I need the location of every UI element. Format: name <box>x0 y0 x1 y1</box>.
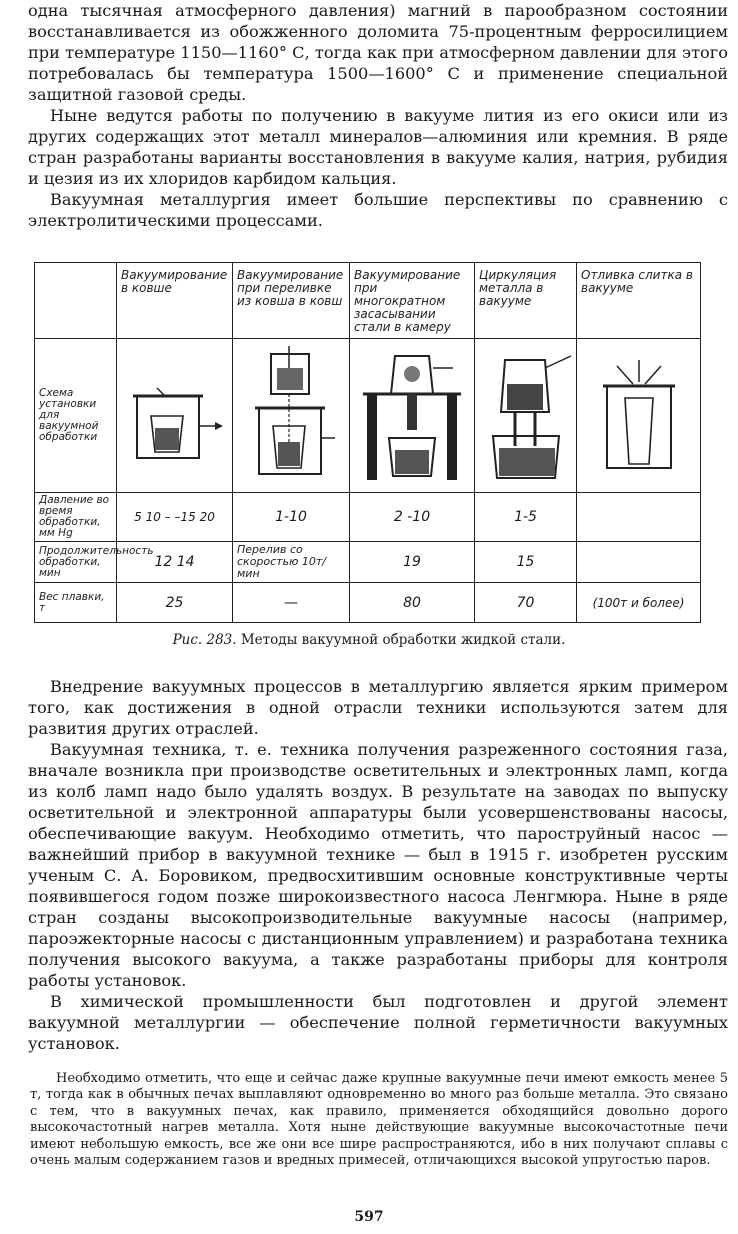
pressure-circulation: 1-5 <box>475 493 577 542</box>
scheme-circulation-cell <box>475 339 577 493</box>
table-header-row <box>35 263 701 339</box>
table-row-schemes <box>35 339 701 493</box>
table-row-duration <box>35 542 701 583</box>
ladle-vacuum-diagram <box>125 366 225 466</box>
duration-ladle: 12 14 <box>117 542 233 583</box>
weight-suction: 80 <box>350 583 475 623</box>
scheme-ingot-cell <box>577 339 701 493</box>
figure-caption <box>0 632 738 648</box>
paragraph-lithium: Ныне ведутся работы по получению в вакууме лития из его окиси или из других содержащих этот металл минералов—алюминия или кремния. В ряде стран разработаны варианты восстановления в вакууме калия, натрия, рубидия и цезия из их хлоридов карбидом кальция. <box>28 106 728 188</box>
top-text <box>28 0 728 231</box>
pressure-pouring: 1-10 <box>233 493 350 542</box>
header-ingot-casting: Отливка слитка в вакууме <box>577 263 701 339</box>
scheme-ladle-cell <box>117 339 233 493</box>
footnote-text: Необходимо отметить, что еще и сейчас даже крупные вакуумные печи имеют емкость менее 5 т, тогда как в обычных печах выплавляют одновременно во много раз больше металла. Это связано с тем, что в вакуумных печах, как правило, применяется обходящийся довольно дорого высокочастотный нагрев металла. Хотя ныне действующие вакуумные высокочастотные печи имеют небольшую емкость, все же они все шире распространяются, ибо в них получают сплавы с очень малым содержанием газов и вредных примесей, отличающихся высокой упругостью паров. <box>30 1071 728 1169</box>
table-row-weight <box>35 583 701 623</box>
pressure-ingot <box>577 493 701 542</box>
pressure-suction: 2 -10 <box>350 493 475 542</box>
duration-pouring: Перелив со скоростью 10т/мин <box>233 542 350 583</box>
row-label-duration: Продолжительность обработки, мин <box>35 542 117 583</box>
page-number: 597 <box>354 1209 384 1225</box>
weight-circulation: 70 <box>475 583 577 623</box>
figure-number: Рис. 283. <box>172 632 237 648</box>
middle-text <box>28 676 728 1054</box>
row-label-weight: Вес плавки, т <box>35 583 117 623</box>
table-row-pressure <box>35 493 701 542</box>
weight-pouring: — <box>233 583 350 623</box>
corner-cell <box>35 263 117 339</box>
header-pouring: Вакуумирование при переливке из ковша в ковш <box>233 263 350 339</box>
circulation-diagram <box>479 346 579 486</box>
header-multiple-suction: Вакуумирование при многократном засасывании стали в камеру <box>350 263 475 339</box>
weight-ingot: (100т и более) <box>577 583 701 623</box>
duration-ingot <box>577 542 701 583</box>
duration-circulation: 15 <box>475 542 577 583</box>
paragraph-continued: одна тысячная атмосферного давления) магний в парообразном состоянии восстанавливается из обожженного доломита 75-процентным ферросилицием при температуре 1150—1160° С, тогда как при атмосферном давлении для этого потребовалась бы температура 1500—1600° С и применение специальной защитной газовой среды. <box>28 1 728 104</box>
scheme-pouring-cell <box>233 339 350 493</box>
paragraph-vacuum-technique: Вакуумная техника, т. е. техника получения разреженного состояния газа, вначале возникла при производстве осветительных и электронных ламп, когда из колб ламп надо было удалять воздух. В результате на заводах по выпуску осветительной и электронной аппаратуры были усовершенствованы насосы, обеспечивающие вакуум. Необходимо отметить, что пароструйный насос — важнейший прибор в вакуумной технике — был в 1915 г. изобретен русским ученым С. А. Боровиком, предвосхитившим основные конструктивные черты появившегося годом позже широкоизвестного насоса Ленгмюра. Ныне в ряде стран созданы высокопроизводительные вакуумные насосы (например, пароэжекторные насосы с дистанционным управлением) и разработана техника получения высокого вакуума, а также разработаны приборы для контроля работы установок. <box>28 740 728 990</box>
row-label-pressure: Давление во время обработки, мм Hg <box>35 493 117 542</box>
paragraph-perspectives: Вакуумная металлургия имеет большие перспективы по сравнению с электролитическими процессами. <box>28 190 728 230</box>
row-label-scheme: Схема установки для вакуумной обработки <box>35 339 117 493</box>
duration-suction: 19 <box>350 542 475 583</box>
multiple-suction-diagram <box>357 346 467 486</box>
footnote-block <box>30 1071 728 1169</box>
scheme-multiple-suction-cell <box>350 339 475 493</box>
ladle-to-ladle-diagram <box>241 346 341 486</box>
header-circulation: Циркуляция металла в вакууме <box>475 263 577 339</box>
paragraph-adoption: Внедрение вакуумных процессов в металлургию является ярким примером того, как достижения в одной отрасли техники используются затем для развития других отраслей. <box>28 677 728 738</box>
ingot-casting-diagram <box>589 356 689 476</box>
header-ladle: Вакуумирование в ковше <box>117 263 233 339</box>
pressure-ladle: 5 10 – –15 20 <box>117 493 233 542</box>
weight-ladle: 25 <box>117 583 233 623</box>
paragraph-chemical-industry: В химической промышленности был подготовлен и другой элемент вакуумной металлургии — обеспечение полной герметичности вакуумных установок. <box>28 992 728 1053</box>
figure-caption-text: Методы вакуумной обработки жидкой стали. <box>240 632 566 648</box>
vacuum-methods-table <box>34 262 701 623</box>
